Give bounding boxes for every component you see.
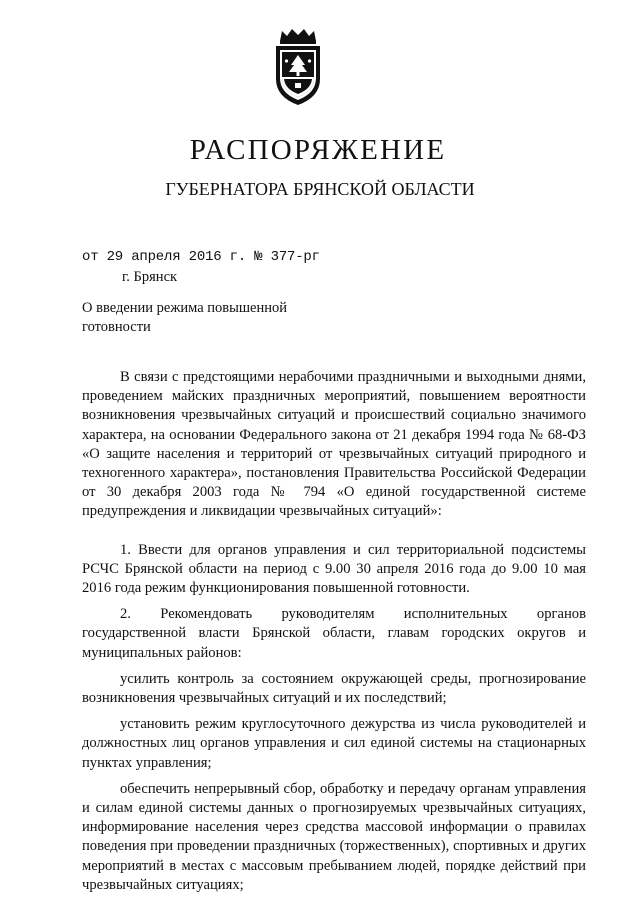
city-line: г. Брянск [122, 269, 178, 285]
subitem-2-paragraph: установить режим круглосуточного дежурства из числа руководителей и должностных лиц органов управления и сил единой системы на стационарных пунктах управления; [82, 716, 586, 771]
subitem-1-paragraph: усилить контроль за состоянием окружающей среды, прогнозирование возникновения чрезвычайных ситуаций и их последствий; [82, 670, 586, 707]
bryansk-coat-of-arms-icon [270, 27, 326, 109]
subitem-3-paragraph: обеспечить непрерывный сбор, обработку и передачу органам управления и силам единой системы данных о прогнозируемых чрезвычайных ситуациях, информирование населения через средства массовой информации о правилах поведения при проведении праздничных (торжественных), спортивных и других мероприятий в местах с массовым пребыванием людей, порядке действий при чрезвычайных ситуациях; [82, 780, 586, 893]
subject-line-2: готовности [82, 319, 151, 335]
subject-line-1: О введении режима повышенной [82, 300, 287, 316]
date-line: от 29 апреля 2016 г. № 377-рг [82, 249, 320, 265]
subject-heading [82, 299, 362, 337]
document-body [82, 368, 586, 895]
preamble-paragraph: В связи с предстоящими нерабочими праздничными и выходными днями, проведением майских праздничных мероприятий, повышением вероятности возникновения чрезвычайных ситуаций и происшествий социально значимого характера, на основании Федерального закона от 21 декабря 1994 года № 68-ФЗ «О защите населения и территорий от чрезвычайных ситуаций природного и техногенного характера», постановления Правительства Российской Федерации от 30 декабря 2003 года № 794 «О единой государственной системе предупреждения и ликвидации чрезвычайных ситуаций»: [82, 369, 586, 520]
issuer-title: ГУБЕРНАТОРА БРЯНСКОЙ ОБЛАСТИ [165, 179, 475, 199]
document-title: РАСПОРЯЖЕНИЕ [189, 134, 447, 166]
item-1-paragraph: 1. Ввести для органов управления и сил территориальной подсистемы РСЧС Брянской области на период с 9.00 30 апреля 2016 года до 9.00 10 мая 2016 года режим функционирования повышенной готовности. [82, 541, 586, 597]
item-2-paragraph: 2. Рекомендовать руководителям исполнительных органов государственной власти Брянской области, главам городских округов и муниципальных районов: [82, 606, 586, 661]
